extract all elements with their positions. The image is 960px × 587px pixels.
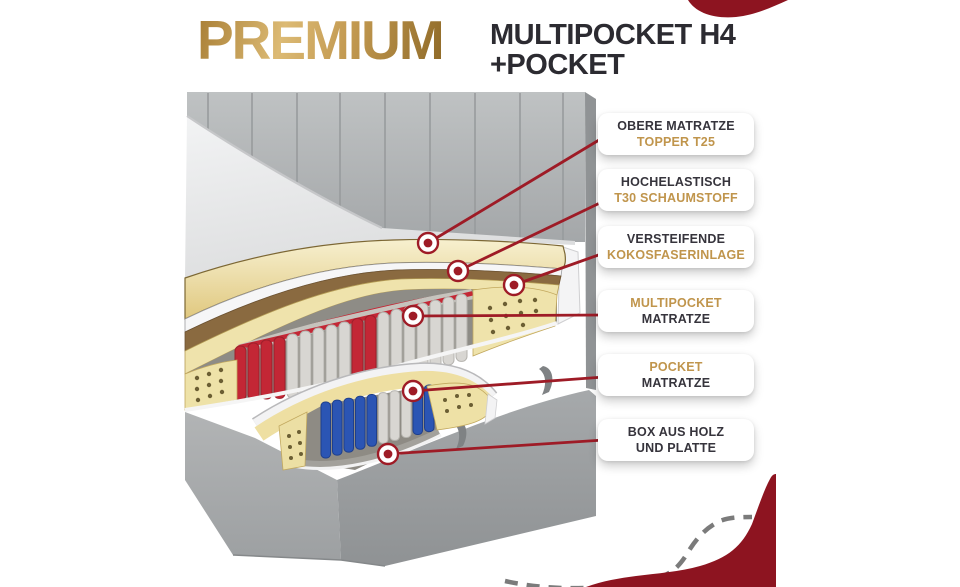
label-line2: UND PLATTE	[635, 441, 717, 455]
label-line2: T30 SCHAUMSTOFF	[614, 191, 738, 205]
label-topper	[598, 113, 754, 155]
label-foam	[598, 169, 754, 211]
label-line1: MULTIPOCKET	[630, 295, 722, 310]
label-line2: KOKOSFASERINLAGE	[607, 248, 745, 262]
label-line1: HOCHELASTISCH	[620, 174, 732, 189]
title-product-line1: MULTIPOCKET H4	[490, 19, 736, 51]
label-coco	[598, 226, 754, 268]
callout-dot	[403, 381, 423, 401]
callout-dot	[378, 444, 398, 464]
title-product-line2: +POCKET	[490, 49, 625, 82]
label-box-base	[598, 419, 754, 461]
label-line1: POCKET	[649, 359, 703, 374]
label-pocket	[598, 354, 754, 396]
callout-dots	[378, 233, 524, 464]
title-premium: PREMIUM	[197, 9, 443, 71]
callout-dot	[403, 306, 423, 326]
callout-lines	[388, 137, 604, 454]
callout-dot	[448, 261, 468, 281]
label-line1: BOX AUS HOLZ	[627, 424, 725, 439]
label-line1: OBERE MATRATZE	[617, 118, 735, 133]
callout-dot	[418, 233, 438, 253]
callout-dot	[504, 275, 524, 295]
label-line1: VERSTEIFENDE	[626, 231, 726, 246]
label-line2: MATRATZE	[641, 376, 711, 390]
label-line2: TOPPER T25	[636, 135, 716, 149]
label-multipocket	[598, 290, 754, 332]
label-line2: MATRATZE	[641, 312, 711, 326]
